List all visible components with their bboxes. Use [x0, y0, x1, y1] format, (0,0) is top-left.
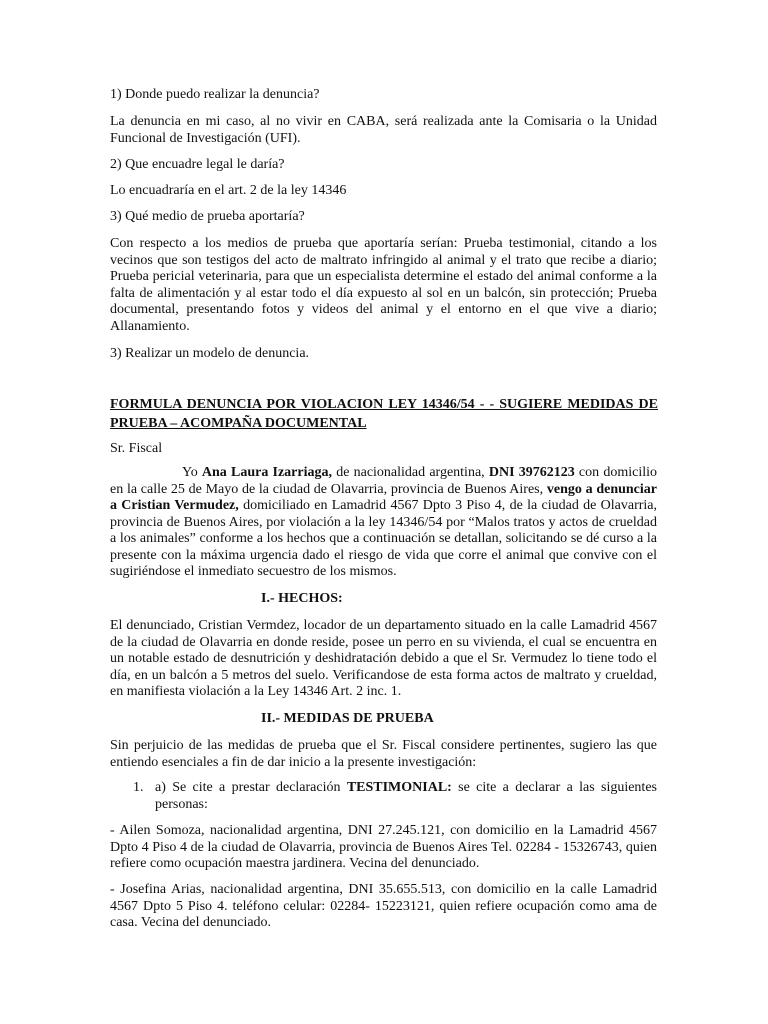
question-2: 2) Que encuadre legal le daría? — [110, 157, 285, 172]
intro-text-4: domiciliado en Lamadrid 4567 Dpto 3 Piso 4, de la ciudad de Olavarria, provincia de Buenos Aires, por violación a la ley 14346/54 por “Malos tratos y actos de crueldad a los animales” conforme a los hechos que a continuación se detallan, solicitando se dé curso a la presente con la máxima urgencia dado el riesgo de vida que corre el animal que convive con el sugiriéndose el inmediato secuestro de los mismos. — [110, 498, 657, 579]
question-4: 3) Realizar un modelo de denuncia. — [110, 346, 310, 361]
intro-text-2: de nacionalidad argentina, — [332, 465, 489, 480]
question-3: 3) Qué medio de prueba aportaría? — [110, 209, 305, 224]
salutation: Sr. Fiscal — [110, 441, 163, 456]
complainant-dni: DNI 39762123 — [488, 465, 575, 480]
list-number: 1. — [133, 780, 144, 795]
complainant-name: Ana Laura Izarriaga, — [201, 465, 333, 480]
witness-1: - Ailen Somoza, nacionalidad argentina, DNI 27.245.121, con domicilio en la Lamadrid 4567 Dpto 4 Piso 4 de la ciudad de Olavarria, provincia de Buenos Aires Tel. 02284 - 15326743, quien refiere como ocupación maestra jardinera. Vecina del denunciado. — [110, 823, 657, 871]
intro-text-1: Yo — [182, 465, 202, 480]
accused-statement: vengo a denunciar a Cristian Vermudez, — [110, 481, 657, 513]
item-bold-testimonial: TESTIMONIAL: — [346, 780, 452, 795]
answer-2: Lo encuadraría en el art. 2 de la ley 14346 — [110, 183, 347, 198]
witness-2: - Josefina Arias, nacionalidad argentina, DNI 35.655.513, con domicilio en la calle Lamadrid 4567 Dpto 5 Piso 4. teléfono celular: 02284- 15223121, quien refiere ocupación como ama de casa. Vecina del denunciado. — [110, 882, 657, 930]
document-title: FORMULA DENUNCIA POR VIOLACION LEY 14346/54 - - SUGIERE MEDIDAS DE PRUEBA – ACOMPAÑA DOCUMENTAL — [110, 397, 658, 431]
hechos-paragraph: El denunciado, Cristian Vermdez, locador de un departamento situado en la calle Lamadrid 4567 de la ciudad de Olavarria en donde reside, posee un perro en su vivienda, el cual se encuentra en un notable estado de desnutrición y deshidratación debido a que el Sr. Vermudez lo tiene todo el día, en un balcón a 5 metros del suelo. Verificandose de esta forma actos de maltrato y crueldad, en manifiesta violación a la Ley 14346 Art. 2 inc. 1. — [110, 618, 657, 699]
medidas-paragraph: Sin perjuicio de las medidas de prueba que el Sr. Fiscal considere pertinentes, sugiero las que entiendo esenciales a fin de dar inicio a la presente investigación: — [110, 738, 657, 770]
item-text-2: se cite a declarar a las siguientes personas: — [155, 780, 657, 812]
heading-hechos: I.- HECHOS: — [261, 591, 343, 606]
intro-text-3: con domicilio en la calle 25 de Mayo de la ciudad de Olavarria, provincia de Buenos Aires, — [110, 465, 657, 497]
question-1: 1) Donde puedo realizar la denuncia? — [110, 87, 320, 102]
list-item-testimonial — [155, 780, 657, 813]
intro-paragraph — [110, 465, 657, 581]
answer-3: Con respecto a los medios de prueba que aportaría serían: Prueba testimonial, citando a los vecinos que son testigos del acto de maltrato infringido al animal y el trato que recibe a diario; Prueba pericial veterinaria, para que un especialista determine el estado del animal conforme a la falta de alimentación y al estar todo el día expuesto al sol en un balcón, sin protección; Prueba documental, presentando fotos y videos del animal y el entorno en el que vive a diario; Allanamiento. — [110, 236, 657, 334]
item-text-1: a) Se cite a prestar declaración — [155, 780, 347, 795]
answer-1: La denuncia en mi caso, al no vivir en CABA, será realizada ante la Comisaria o la Unidad Funcional de Investigación (UFI). — [110, 114, 657, 146]
heading-medidas: II.- MEDIDAS DE PRUEBA — [261, 711, 434, 726]
